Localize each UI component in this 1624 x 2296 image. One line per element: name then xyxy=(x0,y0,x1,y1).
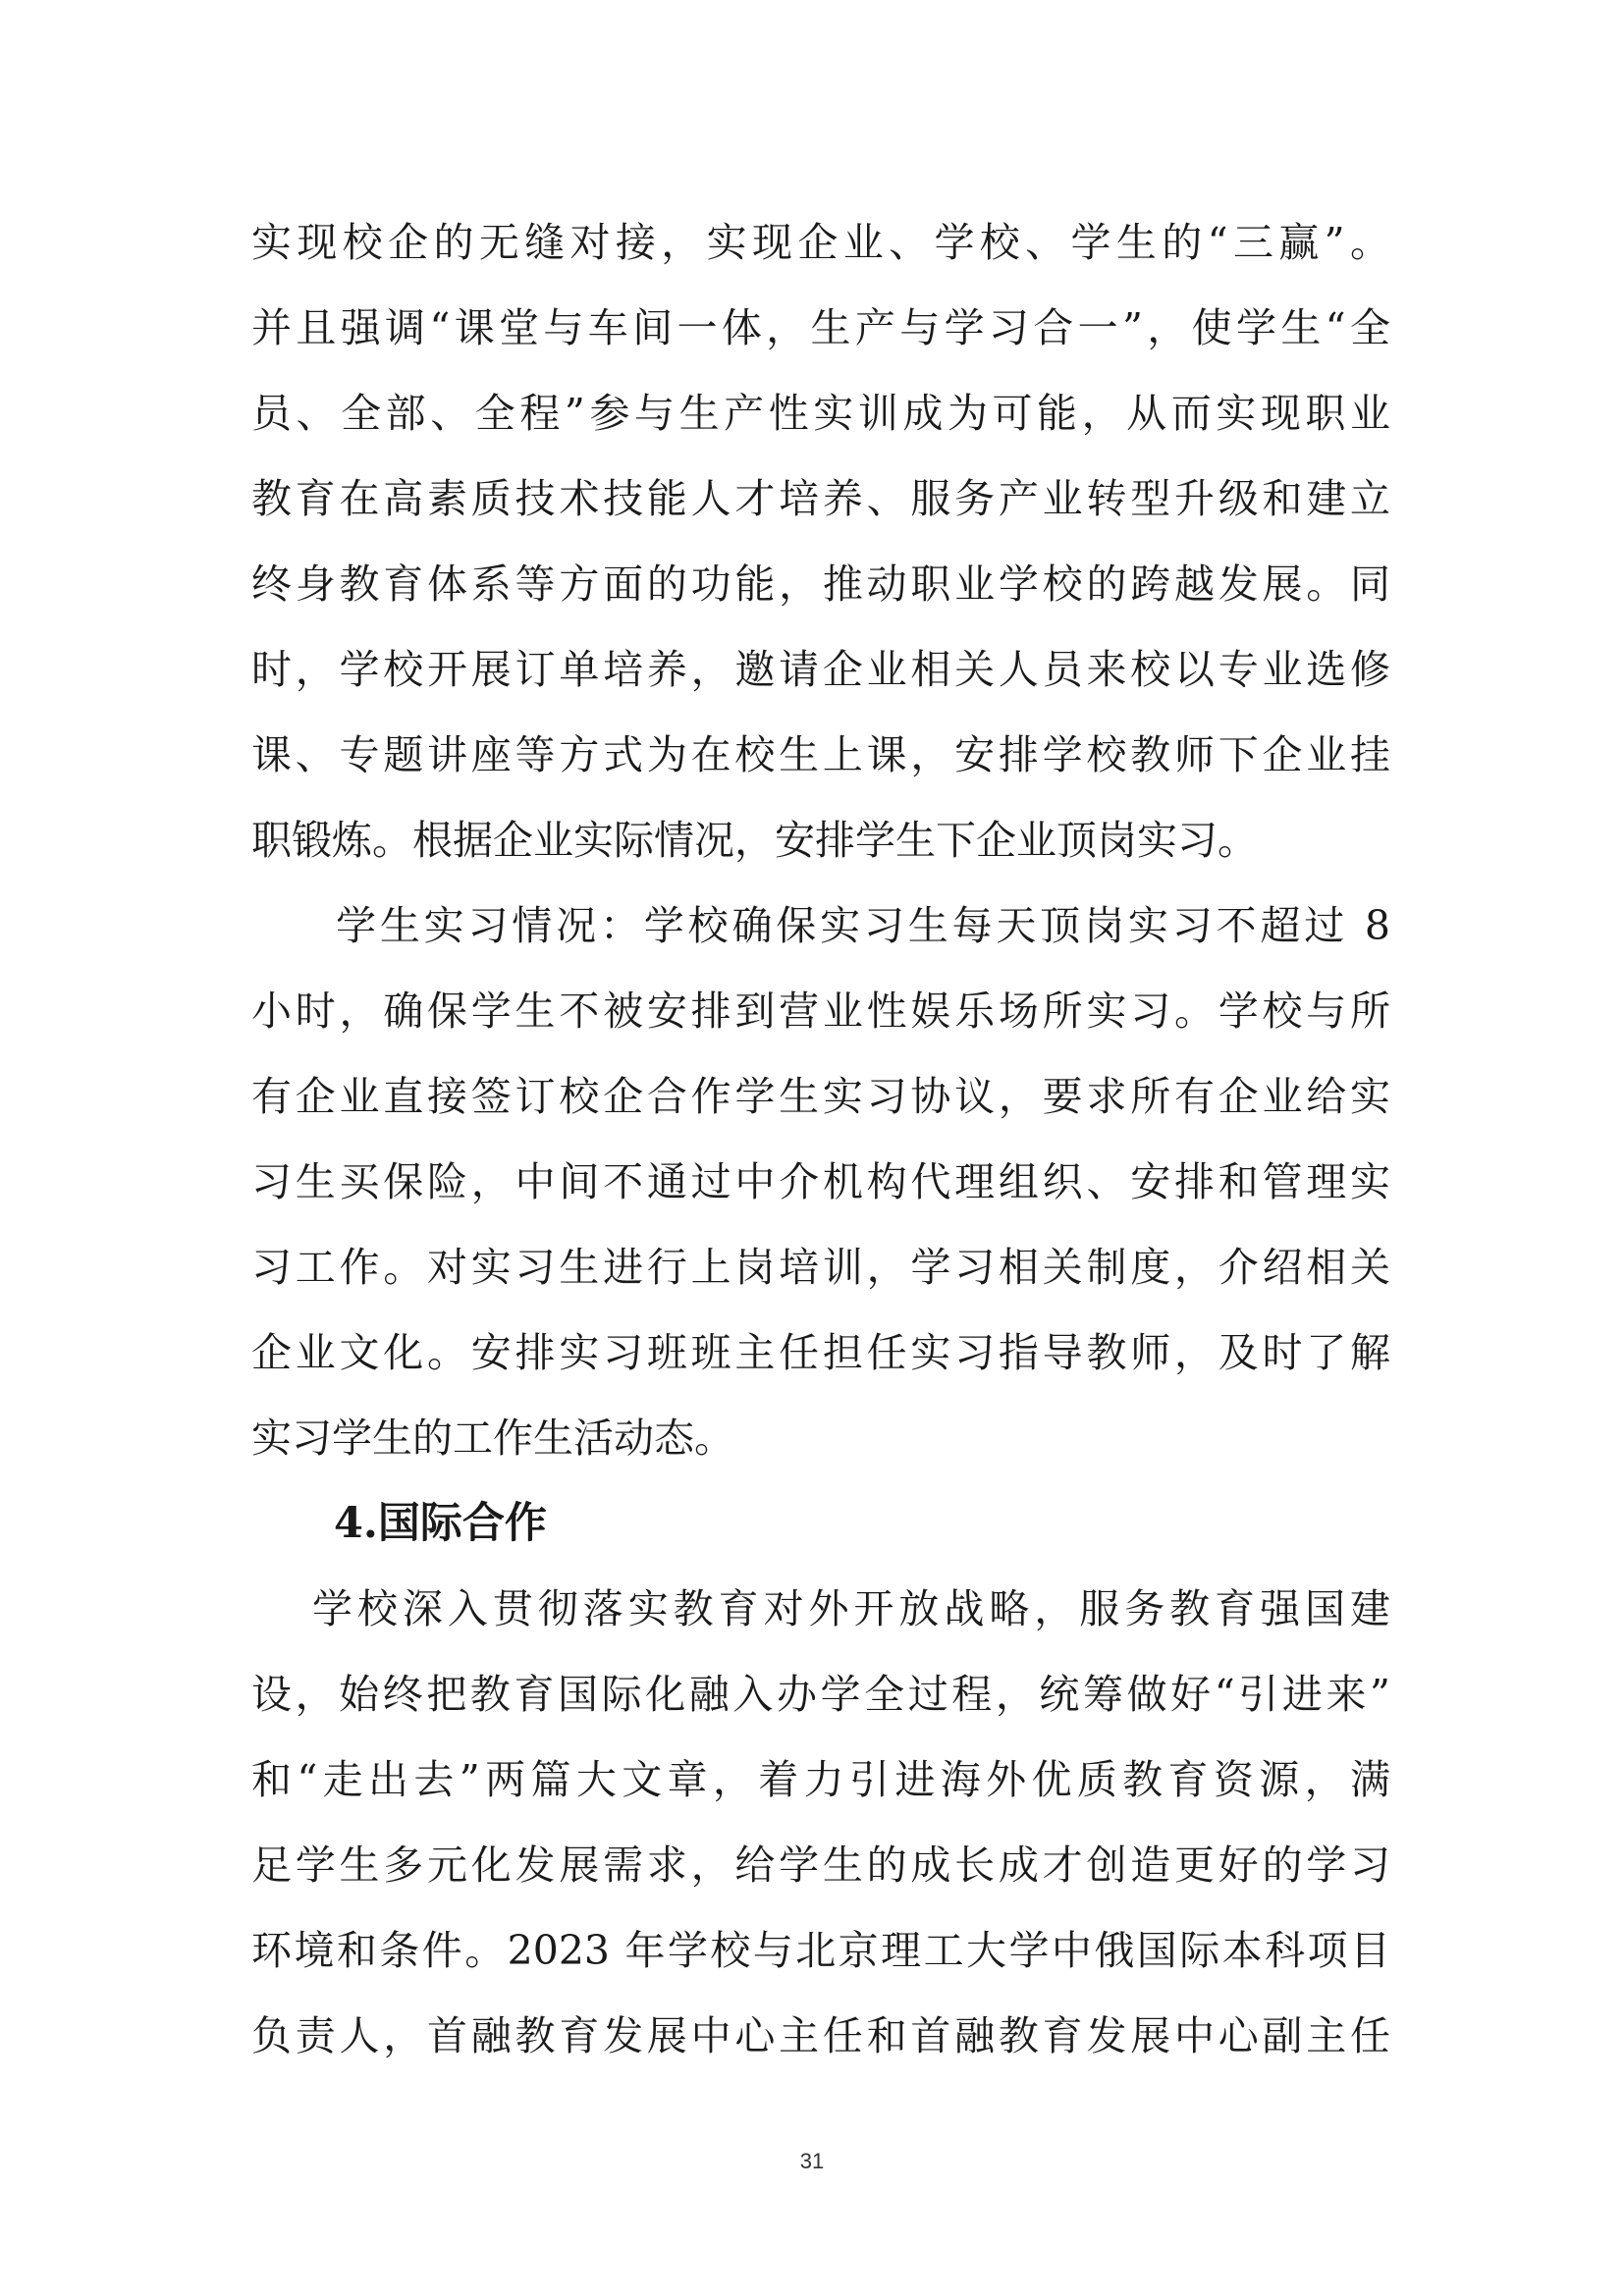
text-line: 时，学校开展订单培养，邀请企业相关人员来校以专业选修 xyxy=(251,646,1390,693)
text-line: 实现校企的无缝对接，实现企业、学校、学生的“三赢”。 xyxy=(251,219,1390,266)
text-line: 员、全部、全程”参与生产性实训成为可能，从而实现职业 xyxy=(251,390,1390,437)
text-line: 企业文化。安排实习班班主任担任实习指导教师，及时了解 xyxy=(251,1329,1390,1376)
text-line: 终身教育体系等方面的功能，推动职业学校的跨越发展。同 xyxy=(251,561,1390,608)
text-line: 负责人，首融教育发展中心主任和首融教育发展中心副主任 xyxy=(251,2012,1390,2059)
text-line: 实习学生的工作生活动态。 xyxy=(251,1415,734,1462)
page-number: 31 xyxy=(799,2149,825,2173)
text-line: 职锻炼。根据企业实际情况，安排学生下企业顶岗实习。 xyxy=(251,817,1258,864)
text-line: 有企业直接签订校企合作学生实习协议，要求所有企业给实 xyxy=(251,1073,1390,1120)
text-line: 习生买保险，中间不通过中介机构代理组织、安排和管理实 xyxy=(251,1158,1390,1205)
text-line: 足学生多元化发展需求，给学生的成长成才创造更好的学习 xyxy=(251,1842,1390,1889)
text-line: 小时，确保学生不被安排到营业性娱乐场所实习。学校与所 xyxy=(251,988,1390,1035)
text-line: 课、专题讲座等方式为在校生上课，安排学校教师下企业挂 xyxy=(251,731,1390,778)
text-line: 学校深入贯彻落实教育对外开放战略，服务教育强国建 xyxy=(312,1585,1390,1632)
text-line: 学生实习情况：学校确保实习生每天顶岗实习不超过 8 xyxy=(336,902,1390,949)
text-line: 和“走出去”两篇大文章，着力引进海外优质教育资源，满 xyxy=(251,1756,1390,1803)
text-line: 并且强调“课堂与车间一体，生产与学习合一”，使学生“全 xyxy=(251,304,1390,351)
text-line: 设，始终把教育国际化融入办学全过程，统筹做好“引进来” xyxy=(251,1671,1390,1718)
section-heading: 4.国际合作 xyxy=(334,1499,547,1548)
text-line: 环境和条件。2023 年学校与北京理工大学中俄国际本科项目 xyxy=(251,1927,1390,1974)
text-line: 教育在高素质技术技能人才培养、服务产业转型升级和建立 xyxy=(251,475,1390,522)
text-line: 习工作。对实习生进行上岗培训，学习相关制度，介绍相关 xyxy=(251,1244,1390,1291)
